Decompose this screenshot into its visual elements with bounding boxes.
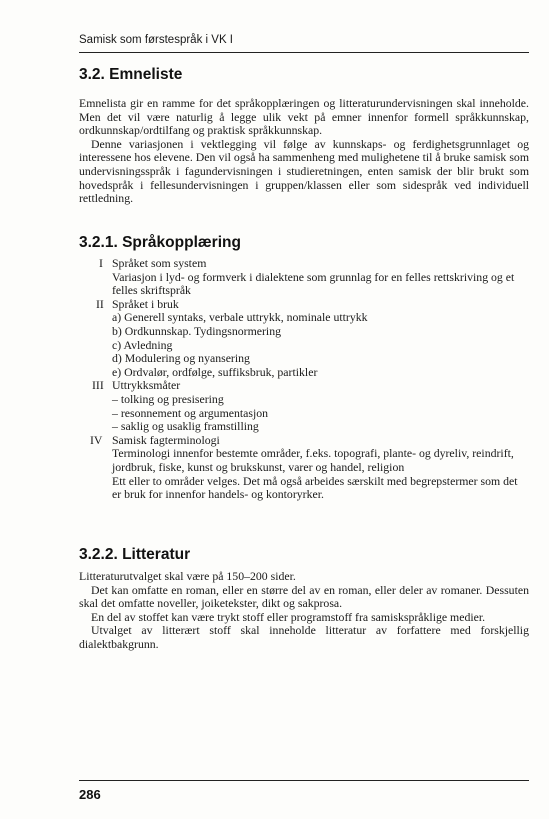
header-rule bbox=[79, 52, 529, 53]
outline-item bbox=[79, 434, 529, 448]
outline-title: Språket i bruk bbox=[112, 296, 179, 311]
paragraph: En del av stoffet kan være trykt stoff eller programstoff fra samiskspråklige medier. bbox=[91, 609, 486, 624]
paragraph: Det kan omfatte en roman, eller en større del av en roman, eller deler av romaner. Dessuten skal det omfatte noveller, joiketekster, dikt og sakprosa. bbox=[79, 582, 529, 611]
list-item: c) Avledning bbox=[112, 337, 173, 352]
list-item: a) Generell syntaks, verbale uttrykk, nominale uttrykk bbox=[112, 310, 368, 325]
section-heading-3-2-1: 3.2.1. Språkopplæring bbox=[79, 234, 241, 251]
outline-title: Språket som system bbox=[112, 256, 207, 270]
outline-text: Ett eller to områder velges. Det må også arbeides særskilt med begrepstermer som det er bruk for innenfor handels- og kontoryrker. bbox=[112, 473, 518, 502]
list-item: e) Ordvalør, ordfølge, suffiksbruk, partikler bbox=[112, 364, 318, 379]
section-heading-3-2: 3.2. Emneliste bbox=[79, 66, 183, 83]
outline-list bbox=[79, 257, 529, 502]
paragraph: Utvalget av litterært stoff skal inneholde litteratur av forfattere med forskjellig dialektbakgrunn. bbox=[79, 623, 529, 651]
paragraph: Emnelista gir en ramme for det språkopplæringen og litteraturundervisningen skal inneholde. Men det vil være naturlig å legge ulik vekt på emner innenfor formell språkkunnskap, ordkunnskap/ordtilfang og praktisk språkkunnskap. bbox=[79, 96, 529, 138]
paragraph: Litteraturutvalget skal være på 150–200 sider. bbox=[79, 569, 296, 583]
section-heading-3-2-2: 3.2.2. Litteratur bbox=[79, 546, 191, 563]
list-item: – resonnement og argumentasjon bbox=[112, 405, 269, 420]
section-3-2-2-body bbox=[79, 570, 529, 652]
footer-rule bbox=[79, 780, 529, 781]
outline-item bbox=[79, 379, 529, 393]
outline-item bbox=[79, 257, 529, 271]
roman-numeral: I bbox=[99, 256, 103, 270]
outline-text: Variasjon i lyd- og formverk i dialektene som grunnlag for en felles rettskriving og et felles skriftspråk bbox=[112, 269, 515, 298]
paragraph: Denne variasjonen i vektlegging vil følge av kunnskaps- og ferdighetsgrunnlaget og interessene hos elevene. Den vil også ha sammenheng med mulighetene til å bruke samisk som undervisningsspråk i fagundervisningen i studieretningen, enten samisk der blir brukt som hovedspråk i fellesundervisningen i gruppen/klassen eller som sidespråk ved individuell rettledning. bbox=[79, 136, 529, 206]
outline-item bbox=[79, 298, 529, 312]
list-item: d) Modulering og nyansering bbox=[112, 351, 250, 366]
running-head: Samisk som førstespråk i VK I bbox=[79, 34, 234, 46]
list-item: – tolking og presisering bbox=[112, 391, 224, 406]
outline-text: Terminologi innenfor bestemte områder, f.eks. topografi, plante- og dyreliv, reindrift, jordbruk, fiske, kunst og brukskunst, varer og handel, religion bbox=[112, 446, 514, 474]
outline-title: Uttrykksmåter bbox=[112, 378, 181, 393]
roman-numeral: II bbox=[96, 296, 104, 311]
outline-title: Samisk fagterminologi bbox=[112, 432, 220, 447]
roman-numeral: III bbox=[92, 378, 104, 393]
page-number: 286 bbox=[79, 787, 101, 802]
list-item: b) Ordkunnskap. Tydingsnormering bbox=[112, 323, 282, 338]
section-3-2-body bbox=[79, 97, 529, 206]
list-item: – saklig og usaklig framstilling bbox=[112, 419, 259, 434]
roman-numeral: IV bbox=[90, 432, 103, 447]
